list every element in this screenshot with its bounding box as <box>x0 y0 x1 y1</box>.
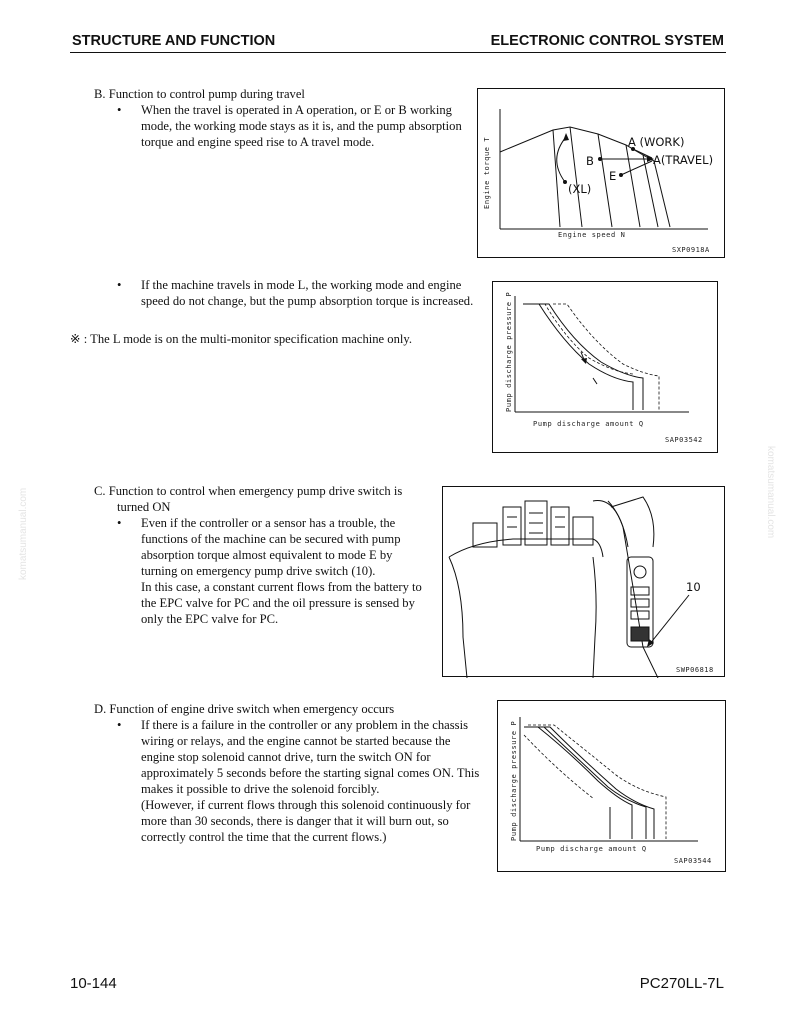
section-d-line8: correctly control the time that the current flows.) <box>141 830 387 844</box>
section-d-line5: makes it possible to drive the solenoid forcibly. <box>141 782 380 796</box>
figure4-ylabel: Pump discharge pressure P <box>510 720 518 841</box>
section-b-bullet2-line1: If the machine travels in mode L, the working mode and engine <box>141 278 462 292</box>
figure1-ylabel: Engine torque T <box>483 136 491 209</box>
figure2-code: SAP03542 <box>665 436 703 444</box>
section-c-line5: In this case, a constant current flows from the battery to <box>141 580 422 594</box>
label-a-travel: A(TRAVEL) <box>653 153 714 167</box>
figure4-code: SAP03544 <box>674 857 712 865</box>
figure1-code: SXP0918A <box>672 246 710 254</box>
section-b-bullet1-line1: When the travel is operated in A operation, or E or B working <box>141 103 452 117</box>
section-c-line6: the EPC valve for PC and the oil pressure is sensed by <box>141 596 415 610</box>
header-rule <box>70 52 726 53</box>
figure3-code: SWP06818 <box>676 666 714 674</box>
label-xl: (XL) <box>568 182 592 196</box>
section-c-heading-line2: turned ON <box>117 500 171 514</box>
section-d-line1: If there is a failure in the controller or any problem in the chassis <box>141 718 468 732</box>
figure-pump-torque-l <box>492 281 718 453</box>
bullet-dot: • <box>117 103 122 117</box>
section-c-line1: Even if the controller or a sensor has a trouble, the <box>141 516 396 530</box>
section-title: STRUCTURE AND FUNCTION <box>72 33 276 49</box>
label-b: B <box>586 154 594 168</box>
label-e: E <box>609 169 617 183</box>
figure-operator-cab <box>442 486 725 677</box>
chapter-title: ELECTRONIC CONTROL SYSTEM <box>490 33 724 49</box>
section-d-line7: more than 30 seconds, there is danger that it will burn out, so <box>141 814 449 828</box>
watermark-right: komatsumanual.com <box>765 446 776 539</box>
section-b-bullet1-line3: torque and engine speed rise to A travel mode. <box>141 135 375 149</box>
section-c-line4: turning on emergency pump drive switch (10). <box>141 564 376 578</box>
bullet-dot: • <box>117 516 122 530</box>
l-mode-note: ※ : The L mode is on the multi-monitor specification machine only. <box>70 332 412 346</box>
switch-callout-10: 10 <box>686 580 701 594</box>
section-c-line2: functions of the machine can be secured with pump <box>141 532 401 546</box>
figure2-ylabel: Pump discharge pressure P <box>505 291 513 412</box>
section-d-line6: (However, if current flows through this solenoid continuously for <box>141 798 471 812</box>
section-d-line4: approximately 5 seconds before the starting signal comes ON. This <box>141 766 480 780</box>
section-c-heading-line1: C. Function to control when emergency pump drive switch is <box>94 484 403 498</box>
section-b-heading: B. Function to control pump during travel <box>94 87 305 101</box>
figure-engine-torque <box>477 88 725 258</box>
bullet-dot: • <box>117 718 122 732</box>
figure1-xlabel: Engine speed N <box>558 231 626 239</box>
figure-engine-drive-pump <box>497 700 726 872</box>
section-d-line2: wiring or relays, and the engine cannot be started because the <box>141 734 451 748</box>
section-d-heading: D. Function of engine drive switch when emergency occurs <box>94 702 395 716</box>
bullet-dot: • <box>117 278 122 292</box>
figure4-xlabel: Pump discharge amount Q <box>536 845 647 853</box>
page-number: 10-144 <box>70 975 117 992</box>
figure2-xlabel: Pump discharge amount Q <box>533 420 644 428</box>
watermark-left: komatsumanual.com <box>18 487 29 580</box>
section-c-line3: absorption torque almost equivalent to mode E by <box>141 548 393 562</box>
section-c-line7: only the EPC valve for PC. <box>141 612 279 626</box>
label-a-work: A (WORK) <box>628 135 685 149</box>
section-d-line3: engine stop solenoid cannot drive, turn the switch ON for <box>141 750 431 764</box>
model-name: PC270LL-7L <box>639 975 724 992</box>
section-b-bullet1-line2: mode, the working mode stays as it is, and the pump absorption <box>141 119 462 133</box>
section-b-bullet2-line2: speed do not change, but the pump absorption torque is increased. <box>141 294 474 308</box>
